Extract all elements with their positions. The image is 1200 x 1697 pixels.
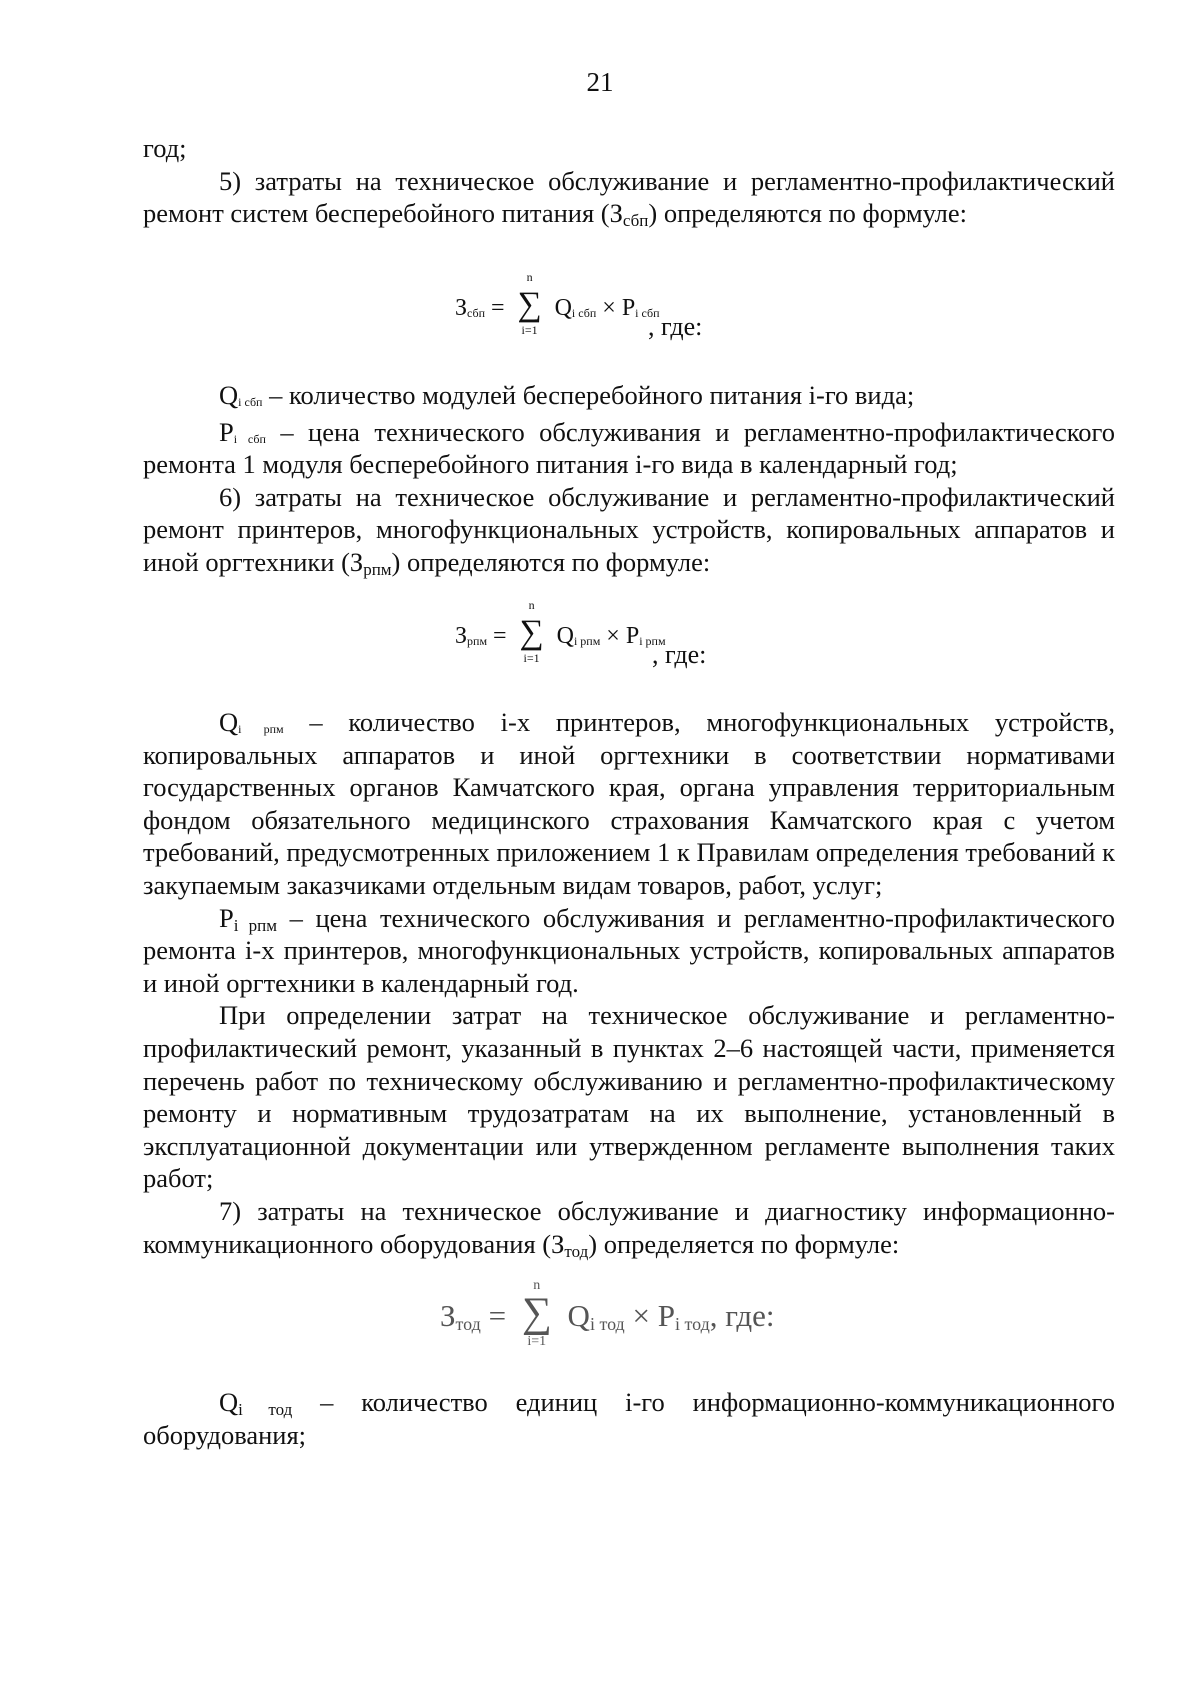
sum-symbol: n ∑ i=1 bbox=[517, 270, 542, 337]
sum-symbol: n ∑ i=1 bbox=[519, 598, 544, 665]
text-block-4 bbox=[143, 1386, 1115, 1451]
text-block-3 bbox=[143, 706, 1115, 1260]
paragraph-q-sbp: $Q_{i сбп}$ – количество модулей бесперебойного питания i-го вида; bbox=[219, 380, 915, 410]
formula-rpm: $З_{рпм}$ = n ∑ i=1 $Q_{i рпм} \times P_{i рпм}$ bbox=[455, 598, 666, 665]
paragraph-q-tod: $Q_{i тод}$ – количество единиц i-го информационно-коммуникационного оборудования; bbox=[143, 1387, 1115, 1450]
formula-sbp: $З_{сбп}$ = n ∑ i=1 $Q_{i сбп} \times P_{i сбп}$ bbox=[455, 270, 660, 337]
formula-sbp-tail: , где: bbox=[648, 312, 703, 341]
paragraph-q-rpm: $Q_{i рпм}$ – количество i-х принтеров, многофункциональных устройств, копировальных аппаратов и иной оргтехники в соответствии нормативами государственных органов Камчатского края, органа управления территориальным фондом обязательного медицинского страхования Камчатского края с учетом требований, предусмотренных приложением 1 к Правилам определения требований к закупаемым заказчиками отдельным видам товаров, работ, услуг; bbox=[143, 707, 1115, 900]
text-block-1 bbox=[143, 132, 1115, 230]
formula-rpm-tail: , где: bbox=[652, 640, 707, 669]
paragraph-note: При определении затрат на техническое обслуживание и регламентно-профилактический ремонт, указанный в пунктах 2–6 настоящей части, применяется перечень работ по техническому обслуживанию и регламентно-профилактическому ремонту и нормативным трудозатратам на их выполнение, установленный в эксплуатационной документации или утвержденном регламенте выполнения таких работ; bbox=[143, 1000, 1115, 1194]
paragraph-item-6: 6) затраты на техническое обслуживание и регламентно-профилактический ремонт принтеров, многофункциональных устройств, копировальных аппаратов и иной оргтехники $(З_{рпм})$ определяются по формуле: bbox=[143, 481, 1115, 579]
formula-tod: $З_{тод}$ = n ∑ i=1 $Q_{i тод} \times P_{i тод}$, где: bbox=[440, 1278, 775, 1349]
paragraph-p-sbp: $P_{i сбп}$ – цена технического обслуживания и регламентно-профилактического ремонта 1 модуля бесперебойного питания i-го вида в календарный год; bbox=[143, 416, 1115, 480]
paragraph-item-7: 7) затраты на техническое обслуживание и диагностику информационно-коммуникационного оборудования $(З_{тод})$ определяется по формуле: bbox=[143, 1195, 1115, 1261]
sum-symbol: n ∑ i=1 bbox=[521, 1278, 552, 1349]
paragraph-item-5: 5) затраты на техническое обслуживание и регламентно-профилактический ремонт систем бесперебойного питания $(З_{сбп})$ определяются по формуле: bbox=[143, 165, 1115, 231]
page-number: 21 bbox=[586, 67, 614, 97]
paragraph-1: год; bbox=[143, 133, 187, 163]
text-block-2 bbox=[143, 379, 1115, 579]
paragraph-p-rpm: $P_{i рпм}$ – цена технического обслуживания и регламентно-профилактического ремонта i-х принтеров, многофункциональных устройств, копировальных аппаратов и иной оргтехники в календарный год. bbox=[143, 902, 1115, 998]
